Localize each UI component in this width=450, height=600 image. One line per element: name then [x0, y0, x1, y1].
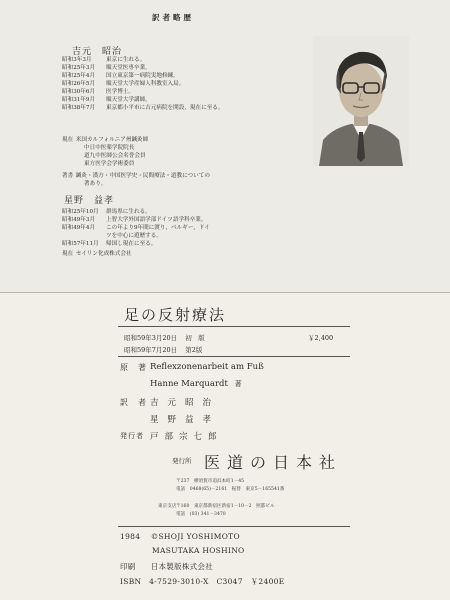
history-text: 国立東京第一病院実地修練。 — [106, 73, 179, 79]
history-date: 昭和49年3月 — [62, 217, 96, 223]
history-text: 医学博士。 — [106, 89, 134, 95]
works-label: 著書 — [62, 173, 74, 179]
history-row — [62, 96, 223, 104]
history-row — [62, 88, 223, 96]
history-date: 昭和31年9月 — [62, 97, 96, 103]
author-suffix: 著 — [234, 380, 242, 388]
printer-name: 日本製版株式会社 — [150, 562, 214, 571]
edition-row — [124, 345, 202, 354]
publisher-name: 医道の日本社 — [204, 453, 343, 472]
edition-date: 昭和59年3月20日 — [124, 334, 178, 342]
history-date: 昭和25年10月 — [62, 209, 99, 215]
current-item: 東方医学会学術委員 — [84, 161, 135, 167]
branch-address: 〒160 東京都新宿区新宿1－10－2 照都ビル — [176, 504, 275, 509]
history-row — [62, 232, 210, 240]
branch-label: 東京支店 — [158, 504, 177, 509]
history-date — [62, 232, 106, 240]
edition-label: 初 版 — [185, 334, 205, 342]
history-text: この年より9年間に渡り，ベルギー，ドイ — [106, 225, 210, 231]
history-date: 昭和57年11月 — [62, 241, 99, 247]
current-item: 中日中医薬学院院長 — [84, 145, 135, 151]
translator2-name: 星野 益孝 — [64, 196, 115, 206]
translator1-current — [62, 136, 148, 168]
current-item: 米国カルフォルニア州鍼灸師 — [75, 137, 149, 143]
history-row — [62, 216, 210, 224]
history-date: 昭和30年6月 — [62, 89, 96, 95]
history-date: 昭和25年4月 — [62, 73, 96, 79]
translator2-history — [62, 208, 210, 248]
publisher-address: 〒237 横須賀市追浜本町1－45 — [176, 479, 245, 484]
book-title: 足の反射療法 — [124, 306, 227, 324]
printer-line — [120, 561, 213, 572]
branch-phone: 電話 (03) 341－3470 — [176, 512, 226, 517]
copyright-rule — [118, 526, 350, 527]
works-line: 鍼灸・漢方・中国医学史・民間療法・道教についての — [75, 173, 210, 179]
publisher-person-label: 発行者 — [120, 432, 144, 440]
history-text: 群馬県に生れる。 — [106, 209, 151, 215]
original-title: Reflexzonenarbeit am Fuß — [150, 362, 264, 372]
author-name: Hanne Marquardt — [150, 379, 228, 389]
history-date: 昭和49年4月 — [62, 225, 96, 231]
bio-heading: 訳者略歴 — [152, 13, 194, 22]
publisher-label: 発行所 — [172, 457, 192, 465]
history-text: 東京都小平市に吉元病院を開設，現在に至る。 — [106, 105, 224, 111]
history-date: 昭和3年3月 — [62, 57, 92, 63]
history-text: 順天堂大学産婦人科教室入局。 — [106, 81, 185, 87]
translator1-credit: 吉元昭治 — [150, 398, 221, 408]
translator1-name: 吉元 昭治 — [72, 47, 123, 57]
edition-label: 第2版 — [185, 346, 203, 354]
history-text: ツを中心に遊歴する。 — [106, 233, 162, 239]
copyright-year: 1984 — [120, 532, 141, 541]
history-text: 順天堂医専卒業。 — [106, 65, 151, 71]
copyright-holder: ©SHOJI YOSHIMOTO — [150, 532, 240, 541]
copyright-line — [120, 532, 240, 541]
history-text: 順天堂大学講師。 — [106, 97, 151, 103]
current-label: 現在 — [62, 137, 74, 143]
translator1-works — [62, 172, 210, 188]
history-row — [62, 64, 223, 72]
translator2-credit: 星野益孝 — [150, 415, 221, 425]
edition-date: 昭和59年7月20日 — [124, 346, 178, 354]
edition-row — [124, 333, 334, 342]
history-row — [62, 72, 223, 80]
history-date: 昭和25年3月 — [62, 65, 96, 71]
history-text: 東京に生れる。 — [106, 57, 146, 63]
price: ￥2,400 — [308, 334, 334, 342]
history-row — [62, 240, 210, 248]
edition-rule — [118, 356, 350, 357]
translator-bio-section — [0, 0, 450, 292]
translator-portrait-photo — [313, 36, 409, 166]
history-date: 昭和26年5月 — [62, 81, 96, 87]
portrait-illustration — [313, 36, 409, 166]
translator-label: 訳 者 — [120, 398, 147, 407]
title-rule — [118, 326, 350, 327]
translator1-history — [62, 56, 223, 112]
section-divider — [0, 292, 450, 293]
history-date: 昭和38年7月 — [62, 105, 96, 111]
publisher-person: 戸部宗七郎 — [150, 432, 223, 442]
original-label: 原 著 — [120, 363, 147, 372]
printer-label: 印刷 — [120, 562, 136, 571]
history-row — [62, 208, 210, 216]
copyright-holder-2: MASUTAKA HOSHINO — [152, 546, 245, 555]
author-line — [150, 379, 242, 389]
publisher-phone: 電話 0468(65)－2161 振替 東京5－165541番 — [176, 487, 285, 492]
current-label: 現在 — [62, 251, 74, 257]
current-item: 道九中医師公会名誉会員 — [84, 153, 146, 159]
isbn: ISBN 4-7529-3010-X C3047 ￥2400E — [120, 577, 285, 586]
history-text: 帰国し現在に至る。 — [106, 241, 157, 247]
history-row — [62, 224, 210, 232]
history-row — [62, 80, 223, 88]
history-row — [62, 104, 223, 112]
history-text: 上智大学外国語学部ドイツ語学科卒業。 — [106, 217, 207, 223]
history-row — [62, 56, 223, 64]
current-item: セイリン化成株式会社 — [75, 251, 132, 257]
translator2-current — [62, 250, 132, 258]
works-line: 著あり。 — [84, 181, 107, 187]
